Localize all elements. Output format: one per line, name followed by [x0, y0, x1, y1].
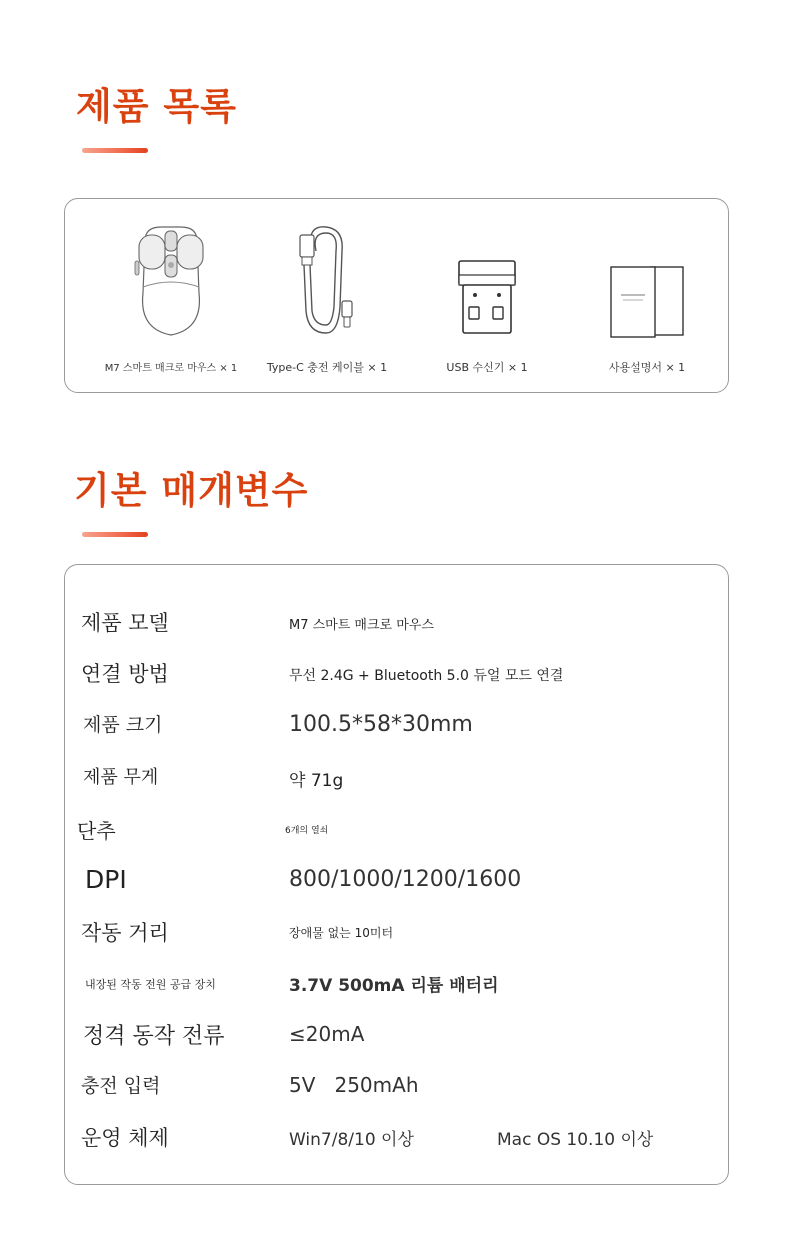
spec-label: 단추 [77, 819, 116, 843]
title-accent-bar [82, 532, 148, 537]
spec-label: 연결 방법 [81, 662, 169, 686]
product-item-cable [247, 199, 407, 393]
spec-label: 충전 입력 [81, 1075, 161, 1097]
product-list-title: 제품 목록 [76, 85, 237, 128]
spec-row-range [65, 917, 730, 957]
spec-value: 800/1000/1200/1600 [289, 867, 522, 892]
product-caption: Type-C 충전 케이블 × 1 [266, 361, 388, 374]
usb-receiver-icon [455, 259, 519, 339]
spec-value-secondary: Mac OS 10.10 이상 [497, 1130, 654, 1150]
spec-label: 운영 체제 [81, 1126, 169, 1150]
specs-panel [64, 564, 729, 1185]
spec-row-charging [65, 1071, 730, 1111]
spec-value: 무선 2.4G + Bluetooth 5.0 듀얼 모드 연결 [289, 668, 564, 684]
product-caption: 사용설명서 × 1 [608, 361, 686, 374]
spec-row-dpi [65, 865, 730, 905]
spec-row-os [65, 1122, 730, 1162]
product-caption: USB 수신기 × 1 [446, 361, 528, 374]
product-caption: M7 스마트 매크로 마우스 × 1 [104, 363, 238, 374]
spec-label: 제품 모델 [81, 611, 169, 635]
specs-title: 기본 매개변수 [74, 469, 309, 512]
spec-value: 6개의 열쇠 [285, 826, 329, 836]
product-item-mouse [91, 199, 251, 393]
spec-row-connection [65, 658, 730, 698]
title-accent-bar [82, 148, 148, 153]
manual-icon [607, 265, 687, 339]
spec-row-buttons [65, 815, 730, 855]
spec-row-battery [65, 971, 730, 1011]
spec-value: M7 스마트 매크로 마우스 [289, 618, 434, 633]
spec-value: 약 71g [289, 771, 344, 791]
cable-icon [292, 221, 362, 339]
product-list-panel [64, 198, 729, 393]
product-item-usb-receiver [407, 199, 567, 393]
spec-label: 내장된 작동 전원 공급 장치 [85, 978, 216, 991]
spec-value: 3.7V 500mA 리튬 배터리 [289, 976, 499, 996]
spec-label: DPI [85, 865, 127, 894]
spec-value: 100.5*58*30mm [289, 712, 473, 737]
spec-row-current [65, 1019, 730, 1059]
spec-row-weight [65, 763, 730, 803]
spec-value: 장애물 없는 10미터 [289, 926, 394, 940]
spec-row-model [65, 607, 730, 647]
spec-label: 제품 크기 [83, 714, 163, 736]
spec-row-size [65, 710, 730, 750]
spec-value: Win7/8/10 이상 [289, 1130, 414, 1150]
spec-label: 제품 무게 [83, 767, 159, 788]
mouse-icon [131, 221, 211, 339]
spec-label: 정격 동작 전류 [83, 1024, 225, 1049]
spec-value: 5V 250mAh [289, 1073, 419, 1097]
spec-value: ≤20mA [289, 1022, 365, 1046]
product-item-manual [567, 199, 727, 393]
spec-label: 작동 거리 [81, 921, 169, 945]
